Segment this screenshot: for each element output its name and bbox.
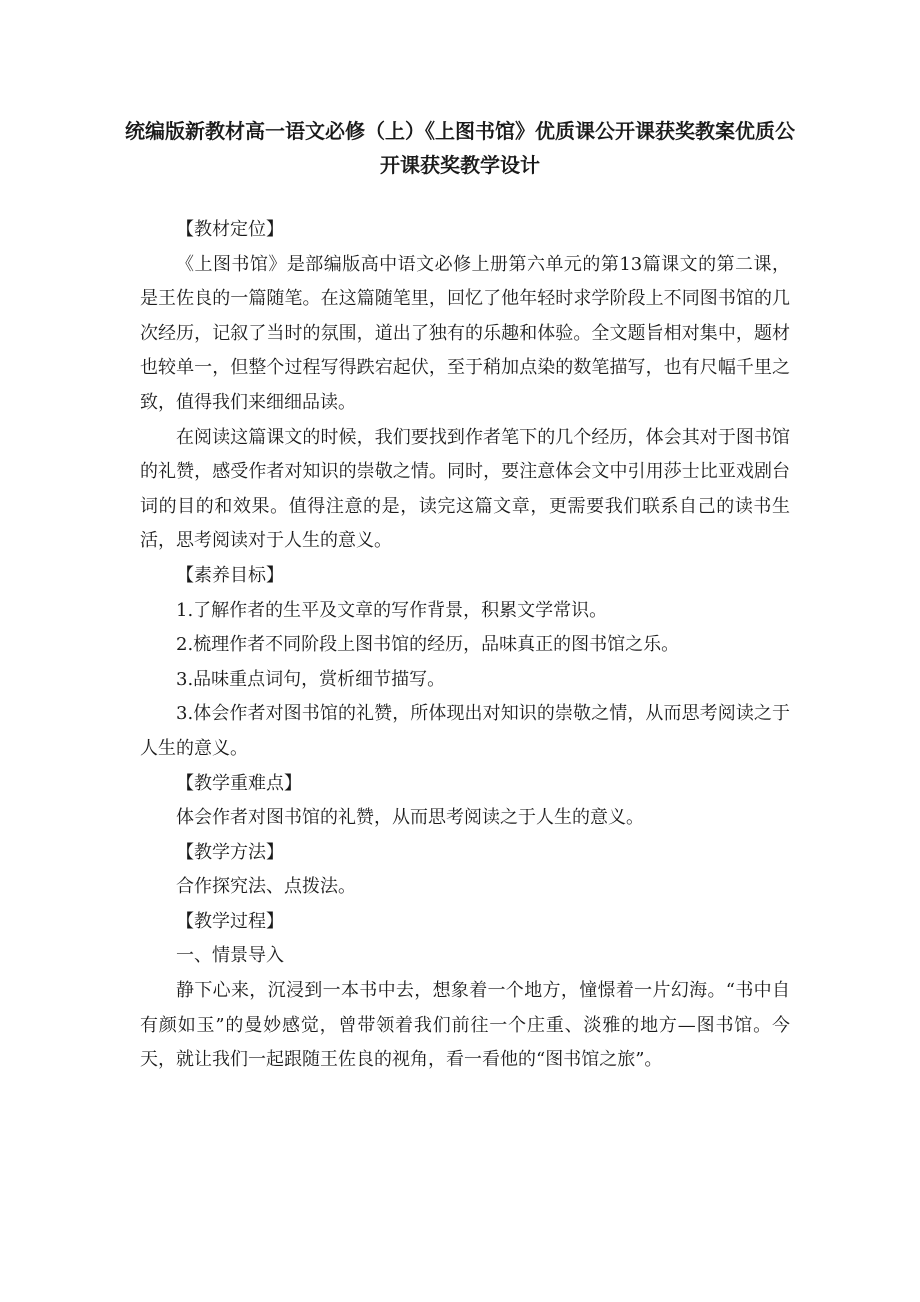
paragraph-intro: 《上图书馆》是部编版高中语文必修上册第六单元的第13篇课文的第二课，是王佐良的一篇随笔。在这篇随笔里，回忆了他年轻时求学阶段上不同图书馆的几次经历，记叙了当时的氛围，道出了独有的乐趣和体验。全文题旨相对集中，题材也较单一，但整个过程写得跌宕起伏，至于稍加点染的数笔描写，也有尺幅千里之致，值得我们来细细品读。 [140, 253, 790, 413]
section-heading-teaching-methods: 【教学方法】 [176, 841, 284, 863]
goal-item: 3.体会作者对图书馆的礼赞，所体现出对知识的崇敬之情，从而思考阅读之于人生的意义。 [140, 703, 790, 759]
section-heading-literacy-goals: 【素养目标】 [176, 564, 284, 586]
goal-item: 3.品味重点词句，赏析细节描写。 [176, 668, 446, 690]
paragraph-reading-guidance: 在阅读这篇课文的时候，我们要找到作者笔下的几个经历，体会其对于图书馆的礼赞，感受作者对知识的崇敬之情。同时，要注意体会文中引用莎士比亚戏剧台词的目的和效果。值得注意的是，读完这篇文章，更需要我们联系自己的读书生活，思考阅读对于人生的意义。 [140, 426, 790, 552]
paragraph-teaching-methods: 合作探究法、点拨法。 [176, 876, 356, 898]
subheading-scenario-intro: 一、情景导入 [176, 945, 284, 967]
document-body [140, 213, 790, 1078]
paragraph-scenario-intro: 静下心来，沉浸到一本书中去，想象着一个地方，憧憬着一片幻海。“书中自有颜如玉”的曼妙感觉，曾带领着我们前往一个庄重、淡雅的地方—图书馆。今天，就让我们一起跟随王佐良的视角，看一看他的“图书馆之旅”。 [140, 980, 790, 1071]
section-heading-key-difficulties: 【教学重难点】 [176, 772, 302, 794]
goal-item: 2.梳理作者不同阶段上图书馆的经历，品味真正的图书馆之乐。 [176, 634, 680, 656]
document-title: 统编版新教材高一语文必修（上）《上图书馆》优质课公开课获奖教案优质公开课获奖教学设计 [125, 119, 795, 177]
goal-item: 1.了解作者的生平及文章的写作背景，积累文学常识。 [176, 599, 608, 621]
section-heading-textbook-position: 【教材定位】 [176, 219, 284, 240]
paragraph-key-difficulties: 体会作者对图书馆的礼赞，从而思考阅读之于人生的意义。 [176, 807, 644, 829]
section-heading-teaching-process: 【教学过程】 [176, 910, 284, 932]
